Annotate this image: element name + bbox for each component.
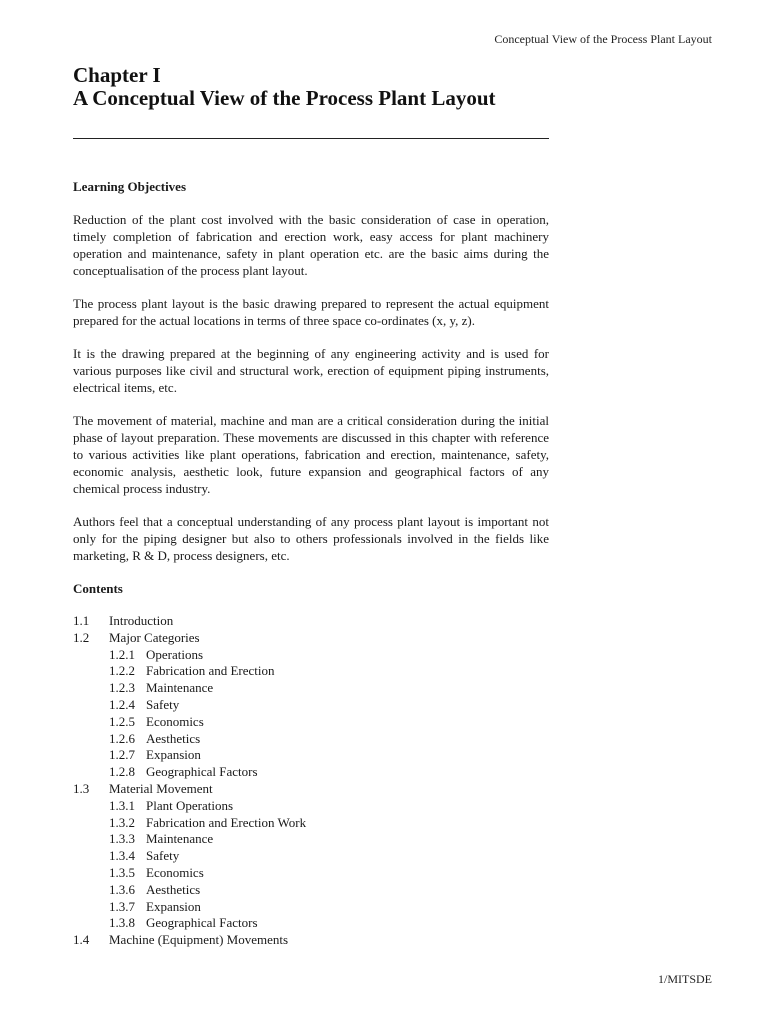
toc-entry-number: 1.2.6 (109, 730, 135, 746)
toc-entry (73, 697, 549, 714)
toc-entry (73, 613, 549, 630)
toc-entry-label: Operations (146, 646, 204, 662)
toc-entry-number: 1.2.7 (109, 747, 135, 763)
toc-entry (73, 663, 549, 680)
toc-entry-number: 1.2.2 (109, 663, 135, 679)
paragraph: Reduction of the plant cost involved with the basic consideration of case in operation, timely completion of fabrication and erection work, easy access for plant machinery operation and maintenance, safety in plant operation etc. are the basic aims during the conceptualisation of the process plant layout. (73, 212, 549, 278)
page-body (73, 178, 549, 949)
contents-heading: Contents (73, 581, 123, 596)
toc-entry (73, 781, 549, 798)
toc-entry-number: 1.3.3 (109, 831, 135, 847)
toc-entry-number: 1.3.6 (109, 881, 135, 897)
toc-entry (73, 932, 549, 949)
toc-entry (73, 680, 549, 697)
paragraph: The movement of material, machine and man are a critical consideration during the initial phase of layout preparation. These movements are discussed in this chapter with reference to various activities like plant operations, fabrication and erection, maintenance, safety, economic analysis, aesthetic look, future expansion and geographical factors of any chemical process industry. (73, 413, 549, 496)
toc-entry (73, 731, 549, 748)
toc-entry-label: Aesthetics (146, 881, 201, 897)
toc-entry-label: Expansion (146, 747, 201, 763)
paragraph: Authors feel that a conceptual understanding of any process plant layout is important not only for the piping designer but also to others professionals involved in the fields like marketing, R & D, process designers, etc. (73, 514, 549, 563)
toc-entry (73, 865, 549, 882)
toc-entry-number: 1.3.5 (109, 864, 135, 880)
toc-entry-number: 1.2.5 (109, 713, 135, 729)
toc-entry (73, 815, 549, 832)
toc-entry-label: Major Categories (109, 629, 200, 645)
toc-entry-label: Geographical Factors (146, 764, 258, 780)
toc-entry-number: 1.3.4 (109, 848, 135, 864)
toc-entry (73, 764, 549, 781)
toc-entry-number: 1.3.8 (109, 915, 135, 931)
toc-entry-label: Plant Operations (146, 797, 234, 813)
horizontal-rule (73, 138, 549, 139)
toc-entry (73, 899, 549, 916)
toc-entry (73, 714, 549, 731)
toc-entry-label: Expansion (146, 898, 201, 914)
toc-entry-label: Safety (146, 696, 180, 712)
table-of-contents (73, 613, 549, 949)
toc-entry-label: Material Movement (109, 780, 213, 796)
toc-entry-number: 1.3.1 (109, 797, 135, 813)
toc-entry (73, 647, 549, 664)
toc-entry (73, 915, 549, 932)
toc-entry-label: Economics (146, 864, 204, 880)
paragraph: The process plant layout is the basic drawing prepared to represent the actual equipment prepared for the actual locations in terms of three space co-ordinates (x, y, z). (73, 296, 549, 328)
toc-entry-label: Geographical Factors (146, 915, 258, 931)
learning-objectives-heading: Learning Objectives (73, 179, 187, 194)
paragraph: It is the drawing prepared at the beginning of any engineering activity and is used for various purposes like civil and structural work, erection of equipment piping instruments, electrical items, etc. (73, 346, 549, 395)
toc-entry-number: 1.3.7 (109, 898, 135, 914)
toc-entry (73, 848, 549, 865)
toc-entry-label: Maintenance (146, 680, 214, 696)
toc-entry-number: 1.2 (73, 629, 90, 645)
toc-entry-label: Machine (Equipment) Movements (109, 932, 289, 948)
toc-entry-label: Economics (146, 713, 204, 729)
chapter-heading (73, 64, 553, 110)
toc-entry-number: 1.2.8 (109, 764, 135, 780)
toc-entry-label: Maintenance (146, 831, 214, 847)
toc-entry-label: Introduction (109, 613, 174, 628)
toc-entry-label: Fabrication and Erection Work (146, 814, 307, 830)
chapter-label: Chapter I (73, 63, 161, 87)
toc-entry (73, 630, 549, 647)
toc-entry (73, 798, 549, 815)
toc-entry (73, 831, 549, 848)
page-footer: 1/MITSDE (658, 972, 712, 986)
toc-entry-number: 1.3 (73, 780, 90, 796)
toc-entry-number: 1.1 (73, 613, 90, 628)
toc-entry-label: Fabrication and Erection (146, 663, 275, 679)
toc-entry-label: Aesthetics (146, 730, 201, 746)
toc-entry-number: 1.2.4 (109, 696, 135, 712)
toc-entry-label: Safety (146, 848, 180, 864)
toc-entry-number: 1.3.2 (109, 814, 135, 830)
toc-entry-number: 1.4 (73, 932, 90, 948)
toc-entry-number: 1.2.1 (109, 646, 135, 662)
toc-entry-number: 1.2.3 (109, 680, 135, 696)
chapter-title: A Conceptual View of the Process Plant Layout (73, 86, 496, 110)
toc-entry (73, 747, 549, 764)
toc-entry (73, 882, 549, 899)
running-header: Conceptual View of the Process Plant Layout (494, 32, 712, 46)
